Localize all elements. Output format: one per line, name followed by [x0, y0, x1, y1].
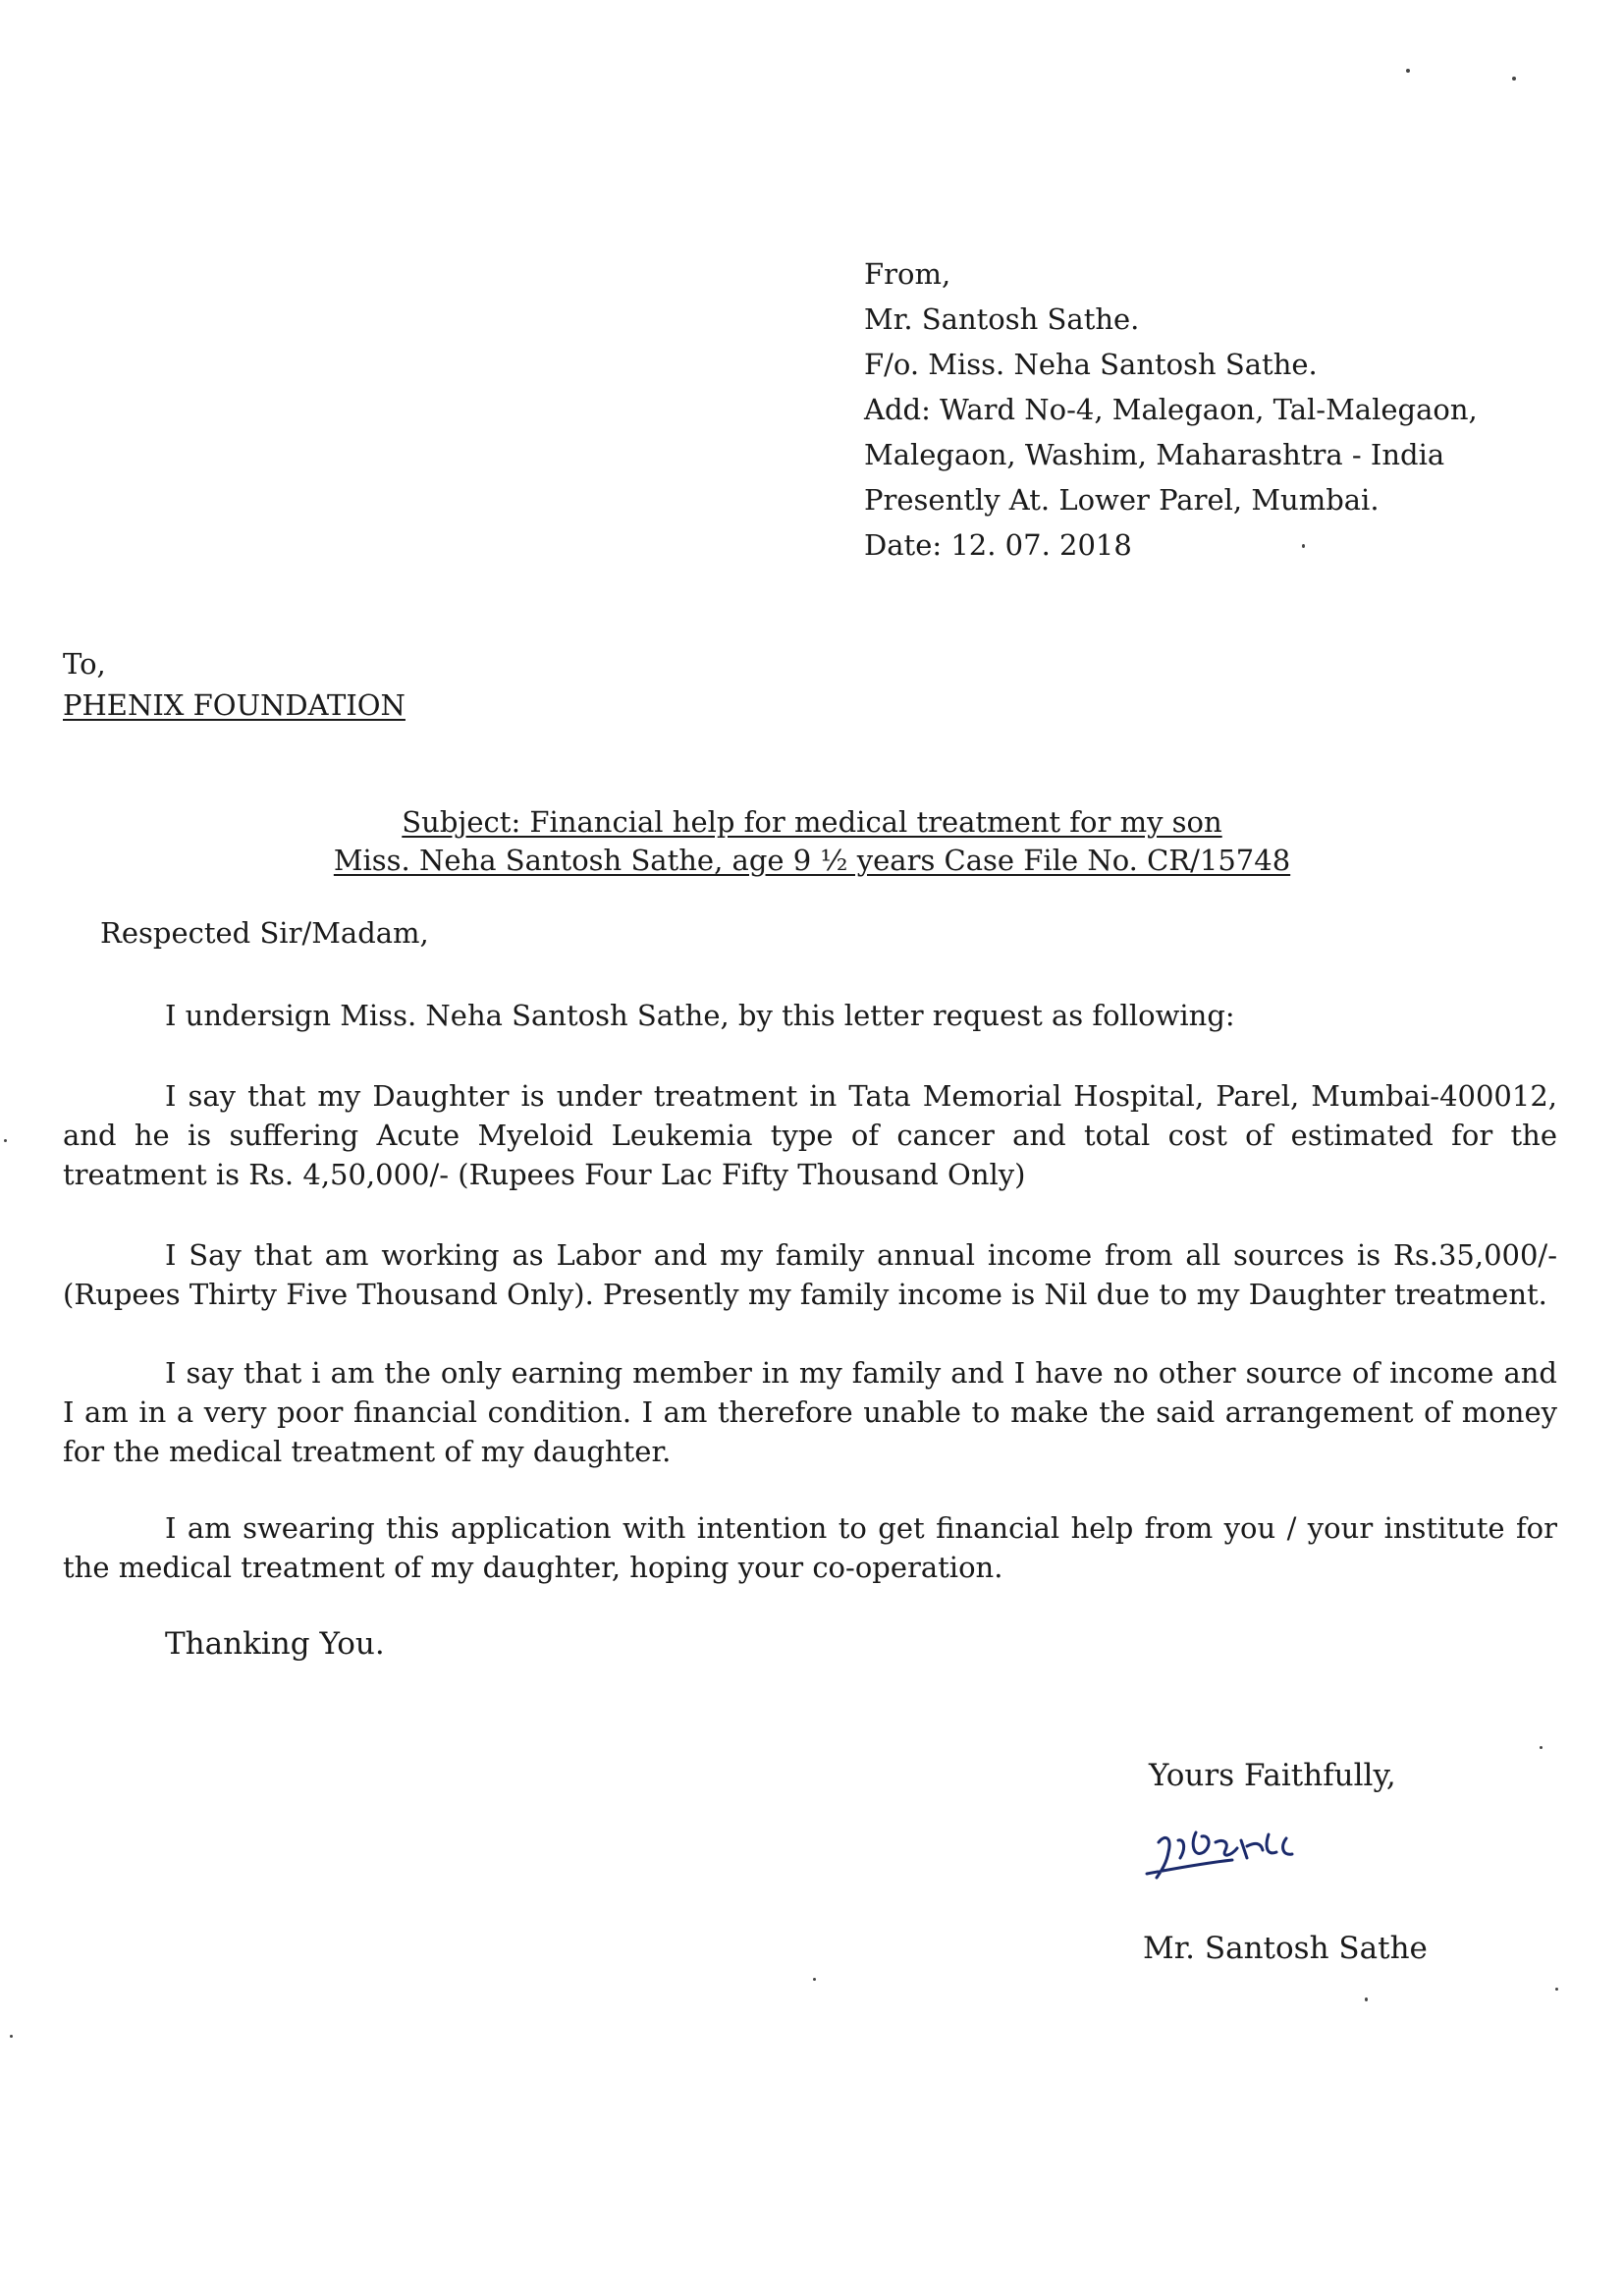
body-paragraph: I say that i am the only earning member in my family and I have no other source of income and I am in a very poor financial condition. I am therefore unable to make the said arrangement of money for the medical treatment of my daughter. [63, 1356, 1557, 1468]
scan-speck [1406, 69, 1410, 73]
sender-present-address: Presently At. Lower Parel, Mumbai. [864, 483, 1380, 517]
body-paragraph: I Say that am working as Labor and my family annual income from all sources is Rs.35,000/- (Rupees Thirty Five Thousand Only). Presently my family income is Nil due to my Daughter treatment. [63, 1238, 1557, 1311]
handwritten-signature-icon [1139, 1813, 1335, 1891]
sender-address-line1: Add: Ward No-4, Malegaon, Tal-Malegaon, [864, 393, 1478, 426]
body-paragraph: I undersign Miss. Neha Santosh Sathe, by this letter request as following: [165, 999, 1235, 1032]
scan-speck [10, 2035, 13, 2038]
thanks-line: Thanking You. [165, 1626, 385, 1662]
scan-speck [1365, 1997, 1368, 2001]
scan-speck [4, 1139, 7, 1142]
sender-block [864, 251, 1478, 568]
scan-speck [813, 1978, 816, 1981]
sender-name: Mr. Santosh Sathe. [864, 302, 1140, 336]
recipient-name: PHENIX FOUNDATION [63, 688, 406, 722]
scan-speck [1555, 1988, 1558, 1991]
salutation: Respected Sir/Madam, [100, 916, 429, 950]
subject-line2: Miss. Neha Santosh Sathe, age 9 ½ years Case File No. CR/15748 [333, 844, 1291, 877]
recipient-block [63, 643, 406, 726]
subject-line1: Subject: Financial help for medical treatment for my son [402, 805, 1222, 839]
scan-speck [1512, 77, 1516, 81]
closing-line: Yours Faithfully, [1149, 1758, 1396, 1793]
sender-relation: F/o. Miss. Neha Santosh Sathe. [864, 348, 1318, 381]
letter-date: Date: 12. 07. 2018 [864, 528, 1132, 562]
signer-name: Mr. Santosh Sathe [1143, 1931, 1428, 1966]
scan-speck [1302, 544, 1305, 548]
sender-address-line2: Malegaon, Washim, Maharashtra - India [864, 438, 1445, 471]
from-heading: From, [864, 257, 951, 291]
body-paragraph: I am swearing this application with intention to get financial help from you / your institute for the medical treatment of my daughter, hoping your co-operation. [63, 1511, 1557, 1584]
body-paragraph: I say that my Daughter is under treatment in Tata Memorial Hospital, Parel, Mumbai-400012, and he is suffering Acute Myeloid Leukemia type of cancer and total cost of estimated for the treatment is Rs. 4,50,000/- (Rupees Four Lac Fifty Thousand Only) [63, 1079, 1557, 1191]
to-heading: To, [63, 647, 106, 681]
scan-speck [1540, 1746, 1543, 1749]
subject-block [0, 803, 1624, 880]
